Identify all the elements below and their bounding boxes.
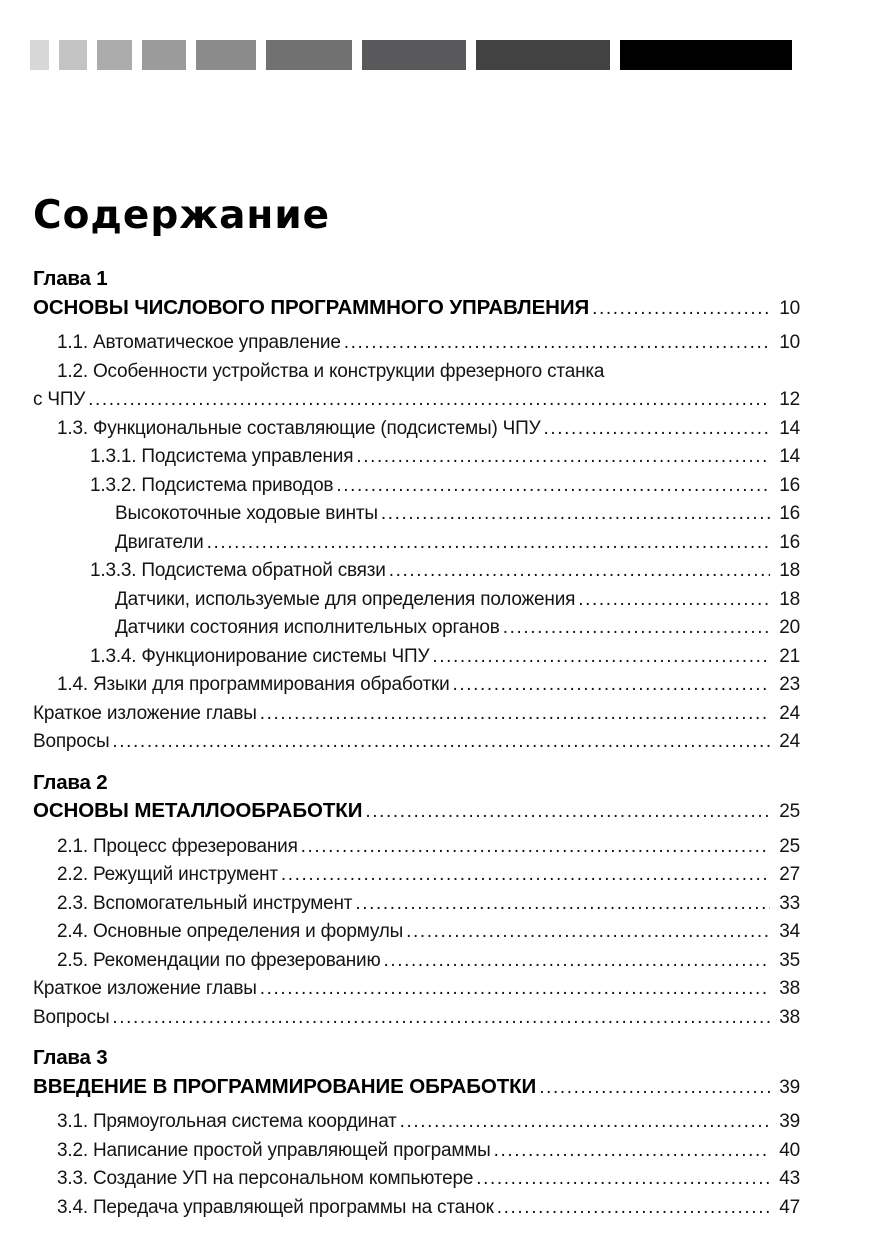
toc-entry <box>33 700 800 729</box>
toc-entry <box>33 918 800 947</box>
page-number: 33 <box>779 892 800 914</box>
toc-entry <box>33 833 800 862</box>
page-number: 34 <box>779 921 800 942</box>
toc-entry <box>33 728 800 757</box>
page-number: 18 <box>779 588 800 610</box>
grayscale-bar-segment <box>196 40 256 70</box>
chapter-label <box>33 1044 800 1073</box>
chapter-title-entry <box>33 797 800 827</box>
leader-dots <box>381 947 770 976</box>
page-number: 12 <box>779 389 800 410</box>
page-number: 38 <box>779 1006 800 1028</box>
toc-entry-label: с ЧПУ <box>33 389 86 410</box>
toc-entry <box>33 529 800 558</box>
leader-dots <box>278 861 770 890</box>
toc-entry <box>33 947 800 976</box>
leader-dots <box>298 833 770 862</box>
leader-dots <box>85 386 770 415</box>
page-number: 25 <box>779 835 800 857</box>
toc-entry-label: 3.1. Прямоугольная система координат <box>57 1111 397 1132</box>
leader-dots <box>386 557 770 586</box>
toc-entry <box>33 614 800 643</box>
toc-entry-label: Вопросы <box>33 731 110 752</box>
chapter-section <box>33 1044 800 1222</box>
toc-entry-label: 2.4. Основные определения и формулы <box>57 921 404 942</box>
page-number: 39 <box>779 1111 800 1132</box>
toc-entry-label: 3.4. Передача управляющей программы на станок <box>57 1196 494 1218</box>
toc-entry-label: Вопросы <box>33 1006 110 1028</box>
grayscale-bar-segment <box>97 40 132 70</box>
page-number: 20 <box>779 617 800 638</box>
toc-entry-label: 2.3. Вспомогательный инструмент <box>57 892 353 914</box>
grayscale-bar-segment <box>30 40 49 70</box>
page-number: 16 <box>779 531 800 553</box>
toc-entry-label: 2.1. Процесс фрезерования <box>57 835 298 857</box>
leader-dots <box>352 890 770 919</box>
chapter-title-text: ВВЕДЕНИЕ В ПРОГРАММИРОВАНИЕ ОБРАБОТКИ <box>33 1074 537 1098</box>
toc-entry <box>33 358 800 387</box>
toc-entry <box>33 1004 800 1033</box>
grayscale-bar-segment <box>620 40 792 70</box>
toc-entry-label: 1.3. Функциональные составляющие (подсистемы) ЧПУ <box>57 417 541 439</box>
chapter-title-text: ОСНОВЫ ЧИСЛОВОГО ПРОГРАММНОГО УПРАВЛЕНИЯ <box>33 295 590 319</box>
toc-entry-label: 2.2. Режущий инструмент <box>57 864 278 885</box>
toc-entry-label: Краткое изложение главы <box>33 702 257 724</box>
page-number: 38 <box>779 978 800 999</box>
page-number: 16 <box>779 474 800 496</box>
page-number: 43 <box>779 1168 800 1189</box>
toc-entry-label: 1.3.2. Подсистема приводов <box>90 474 334 496</box>
toc-entry-label: Датчики состояния исполнительных органов <box>115 617 500 638</box>
leader-dots <box>353 443 770 472</box>
leader-dots <box>450 671 770 700</box>
leader-dots <box>494 1194 770 1223</box>
page-number: 16 <box>779 503 800 524</box>
toc-entry-label: 1.3.1. Подсистема управления <box>90 446 354 467</box>
leader-dots <box>403 918 770 947</box>
leader-dots <box>257 700 770 729</box>
leader-dots <box>109 1004 770 1033</box>
toc-entry-label: 3.3. Создание УП на персональном компьютере <box>57 1168 474 1189</box>
page-number: 23 <box>779 674 800 695</box>
toc-entry <box>33 643 800 672</box>
toc-entry-label: 1.4. Языки для программирования обработки <box>57 674 450 695</box>
toc-entry <box>33 1165 800 1194</box>
page-number: 47 <box>779 1196 800 1218</box>
toc-entry <box>33 415 800 444</box>
toc-entry <box>33 975 800 1004</box>
grayscale-bar-segment <box>362 40 466 70</box>
page-number: 25 <box>779 801 800 822</box>
toc-entry <box>33 1137 800 1166</box>
chapter-title-entry <box>33 1073 800 1103</box>
toc-entry <box>33 890 800 919</box>
grayscale-bar-segment <box>476 40 610 70</box>
page-number: 14 <box>779 446 800 467</box>
page-number: 10 <box>779 297 800 319</box>
page-number: 40 <box>779 1139 800 1161</box>
toc-entry-label: Краткое изложение главы <box>33 978 257 999</box>
toc-entry <box>33 386 800 415</box>
leader-dots <box>109 728 770 757</box>
toc-entry <box>33 329 800 358</box>
leader-dots <box>500 614 770 643</box>
page-title: Содержание <box>33 193 331 238</box>
chapter-title-text: ОСНОВЫ МЕТАЛЛООБРАБОТКИ <box>33 799 363 822</box>
chapter-label-text: Глава 1 <box>33 267 108 290</box>
leader-dots <box>362 798 770 827</box>
chapter-label <box>33 265 800 294</box>
page-number: 39 <box>779 1076 800 1098</box>
page-number: 24 <box>779 702 800 724</box>
toc-entry <box>33 861 800 890</box>
page-number: 18 <box>779 560 800 581</box>
toc-page <box>33 193 800 1222</box>
grayscale-bar <box>30 40 792 70</box>
leader-dots <box>536 1074 770 1103</box>
chapter-section <box>33 769 800 1033</box>
chapter-label <box>33 769 800 798</box>
page-number: 14 <box>779 417 800 439</box>
leader-dots <box>589 295 770 324</box>
leader-dots <box>378 500 770 529</box>
chapter-label-text: Глава 2 <box>33 770 108 794</box>
toc-entry-label: 1.1. Автоматическое управление <box>57 332 341 353</box>
grayscale-bar-segment <box>142 40 186 70</box>
toc-entry <box>33 557 800 586</box>
toc-entry <box>33 472 800 501</box>
toc-entry <box>33 500 800 529</box>
toc-entry-label: Двигатели <box>115 531 204 553</box>
chapter-section <box>33 265 800 757</box>
toc-entry <box>33 1108 800 1137</box>
leader-dots <box>333 472 770 501</box>
toc-entry <box>33 586 800 615</box>
toc-entry-label: 1.2. Особенности устройства и конструкции фрезерного станка <box>57 360 605 382</box>
leader-dots <box>204 529 770 558</box>
page-number: 21 <box>779 645 800 667</box>
page-number: 24 <box>779 731 800 752</box>
page-number: 10 <box>779 332 800 353</box>
toc-entry-label: Высокоточные ходовые винты <box>115 503 378 524</box>
chapter-title-entry <box>33 294 800 324</box>
table-of-contents <box>33 265 800 1222</box>
page-number: 27 <box>779 864 800 885</box>
toc-entry-label: 3.2. Написание простой управляющей программы <box>57 1139 491 1161</box>
toc-entry <box>33 671 800 700</box>
leader-dots <box>540 415 770 444</box>
leader-dots <box>429 643 770 672</box>
toc-entry <box>33 1194 800 1223</box>
grayscale-bar-segment <box>59 40 87 70</box>
toc-entry <box>33 443 800 472</box>
toc-entry-label: 1.3.3. Подсистема обратной связи <box>90 560 386 581</box>
leader-dots <box>341 329 770 358</box>
leader-dots <box>491 1137 770 1166</box>
leader-dots <box>397 1108 770 1137</box>
leader-dots <box>257 975 770 1004</box>
grayscale-bar-segment <box>266 40 352 70</box>
leader-dots <box>575 586 770 615</box>
chapter-label-text: Глава 3 <box>33 1046 108 1069</box>
page-number: 35 <box>779 949 800 971</box>
toc-entry-label: 2.5. Рекомендации по фрезерованию <box>57 949 381 971</box>
toc-entry-label: Датчики, используемые для определения положения <box>115 588 576 610</box>
leader-dots <box>473 1165 770 1194</box>
toc-entry-label: 1.3.4. Функционирование системы ЧПУ <box>90 645 430 667</box>
